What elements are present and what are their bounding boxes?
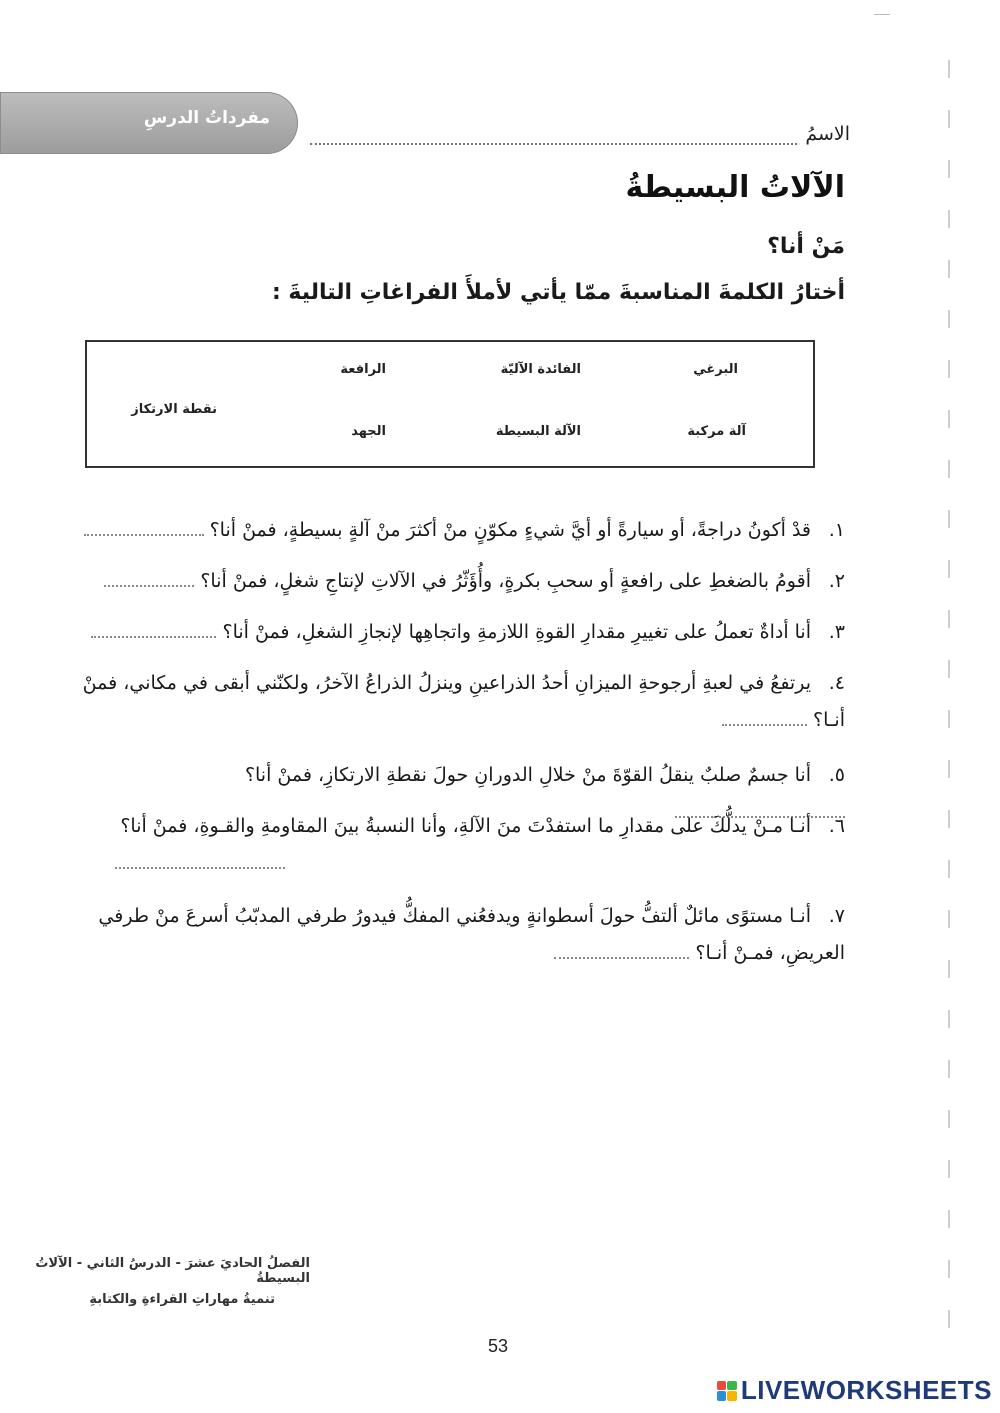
binding-dash bbox=[948, 810, 950, 828]
question-number: ٦. bbox=[828, 815, 845, 837]
binding-dash bbox=[948, 1310, 950, 1328]
binding-dash bbox=[948, 960, 950, 978]
word-bank-item: الفائدة الآليّة bbox=[500, 362, 581, 377]
footer-chapter: الفصلُ الحاديَ عشرَ - الدرسُ الثاني - الآلاتُ البسيطةُ bbox=[35, 1256, 310, 1286]
binding-dash bbox=[948, 1160, 950, 1178]
brand-name: LIVEWORKSHEETS bbox=[740, 1375, 992, 1405]
question-text: أنا جسمٌ صلبٌ ينقلُ القوّةَ منْ خلالِ الدورانِ حولَ نقطةِ الارتكازِ، فمنْ أنا؟ bbox=[244, 764, 811, 786]
question-item bbox=[75, 512, 845, 549]
word-bank-item: الجهد bbox=[351, 424, 386, 439]
answer-blank[interactable] bbox=[91, 624, 216, 638]
logo-square bbox=[727, 1381, 737, 1391]
question-number: ٤. bbox=[828, 672, 845, 694]
lesson-tab bbox=[0, 92, 298, 154]
question-number: ١. bbox=[828, 519, 845, 541]
name-label: الاسمُ bbox=[805, 123, 850, 145]
liveworksheets-logo-icon bbox=[717, 1381, 737, 1401]
answer-blank[interactable] bbox=[84, 522, 204, 536]
binding-dash bbox=[948, 760, 950, 778]
word-bank-item: آلة مركبة bbox=[687, 424, 746, 439]
question-item bbox=[75, 808, 845, 882]
binding-dash bbox=[948, 910, 950, 928]
question-item bbox=[75, 614, 845, 651]
question-item bbox=[75, 563, 845, 600]
binding-dash bbox=[948, 710, 950, 728]
binding-dash bbox=[948, 1110, 950, 1128]
question-text: أنـا مـنْ يدلُّكَ على مقدارِ ما استفدْتَ منَ الآلةِ، وأنا النسبةُ بينَ المقاومةِ والقـوةِ، فمنْ أنا؟ bbox=[120, 815, 811, 837]
answer-blank[interactable] bbox=[104, 573, 194, 587]
question-number: ٢. bbox=[828, 570, 845, 592]
word-bank-item: نقطة الارتكاز bbox=[131, 402, 217, 417]
binding-dash bbox=[948, 460, 950, 478]
word-bank-item: الآلة البسيطة bbox=[495, 424, 581, 439]
binding-dash bbox=[948, 1260, 950, 1278]
brand-watermark[interactable] bbox=[717, 1375, 992, 1406]
instruction-text: أختارُ الكلمةَ المناسبةَ ممّا يأتي لأملأَ الفراغاتِ التاليةَ : bbox=[271, 280, 845, 305]
binding-dash bbox=[948, 1060, 950, 1078]
binding-dash bbox=[948, 60, 950, 78]
binding-dash bbox=[948, 310, 950, 328]
word-bank-item: الرافعة bbox=[340, 362, 386, 377]
answer-blank[interactable] bbox=[554, 945, 689, 959]
word-bank-item: البرغي bbox=[693, 362, 738, 377]
binding-dash bbox=[948, 510, 950, 528]
lesson-tab-label: مفرداتُ الدرسِ bbox=[143, 108, 270, 128]
binding-dash bbox=[948, 1010, 950, 1028]
question-text: يرتفعُ في لعبةِ أرجوحةِ الميزانِ أحدُ الذراعينِ وينزلُ الذراعُ الآخرُ، ولكنّني أبقى في مكاني، فمنْ أنـا؟ bbox=[82, 672, 845, 732]
question-text: أقومُ بالضغطِ على رافعةٍ أو سحبِ بكرةٍ، وأُؤَثّرُ في الآلاتِ لإنتاجِ شغلٍ، فمنْ أنا؟ bbox=[200, 570, 811, 592]
answer-blank[interactable] bbox=[115, 855, 285, 869]
question-number: ٥. bbox=[828, 764, 845, 786]
footer-series: تنميةُ مهاراتِ القراءةِ والكتابةِ bbox=[89, 1292, 275, 1307]
binding-dash bbox=[948, 610, 950, 628]
binding-dash bbox=[948, 1210, 950, 1228]
name-field[interactable] bbox=[310, 117, 850, 145]
binding-dash bbox=[948, 160, 950, 178]
logo-square bbox=[717, 1391, 727, 1401]
binding-dash bbox=[948, 860, 950, 878]
binding-dash bbox=[948, 560, 950, 578]
answer-blank[interactable] bbox=[722, 712, 807, 726]
binding-dash bbox=[948, 210, 950, 228]
logo-square bbox=[717, 1381, 727, 1391]
binding-dash bbox=[948, 110, 950, 128]
word-bank bbox=[85, 340, 815, 468]
logo-square bbox=[727, 1391, 737, 1401]
binding-dash bbox=[948, 410, 950, 428]
question-number: ٧. bbox=[828, 905, 845, 927]
name-line[interactable] bbox=[310, 133, 797, 145]
question-number: ٣. bbox=[828, 621, 845, 643]
binding-edge bbox=[946, 60, 952, 1340]
question-text: قدْ أكونُ دراجةً، أو سيارةً أو أيَّ شيءٍ مكوّنٍ منْ أكثرَ منْ آلةٍ بسيطةٍ، فمنْ أنا؟ bbox=[209, 519, 811, 541]
scan-mark bbox=[874, 14, 890, 15]
question-text: أنا أداةٌ تعملُ على تغييرِ مقدارِ القوةِ اللازمةِ واتجاهِها لإنجازِ الشغلِ، فمنْ أنا؟ bbox=[222, 621, 811, 643]
page-number: 53 bbox=[488, 1336, 509, 1356]
binding-dash bbox=[948, 260, 950, 278]
page-title: الآلاتُ البسيطةُ bbox=[625, 170, 845, 205]
binding-dash bbox=[948, 660, 950, 678]
question-item bbox=[75, 665, 845, 739]
question-item bbox=[75, 898, 845, 972]
binding-dash bbox=[948, 360, 950, 378]
section-subtitle: مَنْ أنا؟ bbox=[767, 234, 845, 259]
question-text: أنـا مستوًى مائلٌ ألتفُّ حولَ أسطوانةٍ ويدفعُني المفكُّ فيدورُ طرفي المدبّبُ أسرعَ منْ طرفي العريضِ، فمـنْ أنـا؟ bbox=[98, 905, 845, 965]
